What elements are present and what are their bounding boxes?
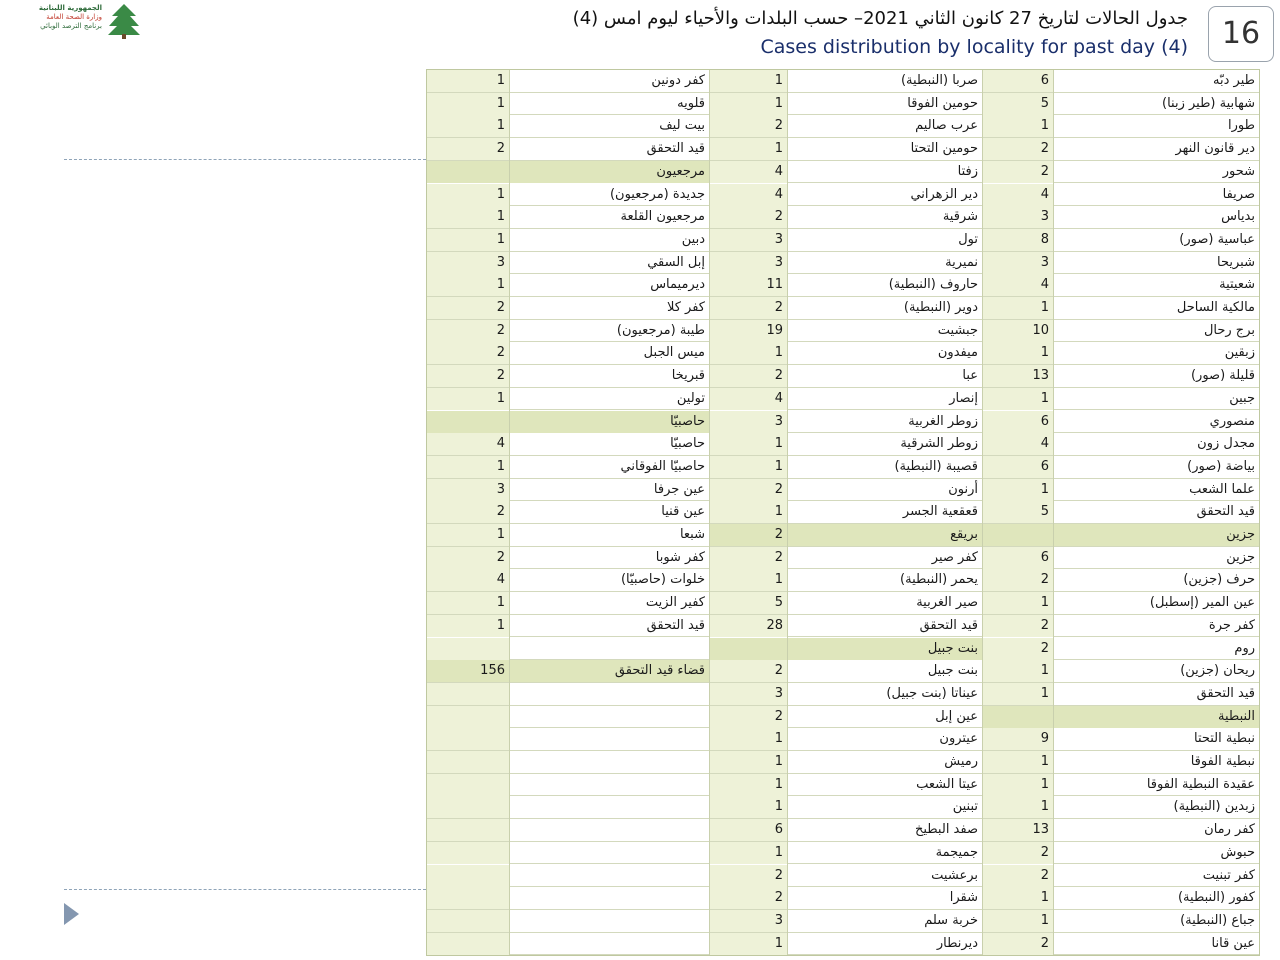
case-count — [427, 774, 509, 796]
case-count: 2 — [982, 569, 1053, 591]
locality-name: حاصبيّا — [670, 436, 705, 452]
case-count: 1 — [427, 93, 509, 115]
locality-name: قيد التحقق — [1196, 504, 1255, 520]
locality-name: يحمر (النبطية) — [900, 572, 978, 588]
case-count: 1 — [709, 728, 787, 750]
table-row — [427, 433, 1259, 456]
case-count — [427, 411, 509, 433]
locality-name: شبريحا — [1217, 254, 1255, 270]
table-row — [427, 910, 1259, 933]
locality-name: حرف (جزين) — [1183, 572, 1255, 588]
case-count: 1 — [709, 751, 787, 773]
table-row — [427, 184, 1259, 207]
locality-name — [509, 910, 709, 932]
case-count: 156 — [427, 660, 509, 682]
locality-name: عباسية (صور) — [1179, 231, 1255, 247]
locality-name: أرنون — [948, 481, 978, 497]
case-count: 2 — [982, 615, 1053, 637]
locality-name: قليلة (صور) — [1190, 368, 1255, 384]
locality-name — [509, 751, 709, 773]
case-count: 13 — [982, 365, 1053, 387]
case-count: 1 — [982, 683, 1053, 705]
case-count: 6 — [982, 456, 1053, 478]
locality-name: حبوش — [1220, 844, 1255, 860]
case-count: 2 — [982, 933, 1053, 955]
case-count: 5 — [709, 592, 787, 614]
table-row — [427, 819, 1259, 842]
case-count: 1 — [982, 910, 1053, 932]
column-divider — [509, 70, 510, 955]
case-count: 1 — [427, 274, 509, 296]
locality-name: جبين — [1229, 390, 1255, 406]
locality-name — [509, 933, 709, 955]
cedar-icon — [106, 2, 142, 40]
table-row — [427, 774, 1259, 797]
case-count: 3 — [709, 411, 787, 433]
case-count: 2 — [709, 365, 787, 387]
case-count: 10 — [982, 320, 1053, 342]
table-row — [427, 161, 1259, 184]
table-row — [427, 501, 1259, 524]
locality-name: شهابية (طير زبنا) — [1162, 95, 1255, 111]
case-count: 1 — [427, 615, 509, 637]
locality-name: كفر شوبا — [655, 549, 705, 565]
case-count: 3 — [427, 252, 509, 274]
locality-name: بنت جبيل — [927, 663, 978, 679]
case-count — [427, 865, 509, 887]
case-count: 5 — [982, 501, 1053, 523]
case-count — [427, 933, 509, 955]
locality-name: كفر رمان — [1204, 822, 1255, 838]
case-count — [427, 796, 509, 818]
table-row — [427, 933, 1259, 956]
table-row — [427, 887, 1259, 910]
locality-name — [509, 774, 709, 796]
table-row — [427, 479, 1259, 502]
locality-name: قضاء قيد التحقق — [509, 660, 709, 682]
case-count: 2 — [982, 638, 1053, 660]
locality-name: شرقية — [942, 209, 978, 225]
play-icon[interactable] — [64, 903, 79, 925]
case-count: 4 — [709, 184, 787, 206]
case-count: 2 — [709, 547, 787, 569]
page-number: 16 — [1208, 6, 1274, 62]
locality-name: علما الشعب — [1189, 481, 1255, 497]
case-count: 2 — [709, 115, 787, 137]
locality-name: دبين — [681, 231, 705, 247]
case-count: 1 — [427, 70, 509, 92]
case-count — [982, 524, 1053, 546]
locality-name — [509, 796, 709, 818]
case-count: 2 — [709, 206, 787, 228]
case-count: 6 — [982, 547, 1053, 569]
case-count — [427, 842, 509, 864]
locality-name: رميش — [944, 754, 978, 769]
case-count: 1 — [709, 456, 787, 478]
locality-name: ميفدون — [937, 345, 978, 361]
table-row — [427, 615, 1259, 638]
case-count: 1 — [427, 184, 509, 206]
locality-name: قصيبة (النبطية) — [894, 458, 978, 474]
logo-line-program: برنامج الترصد الوبائي — [40, 22, 102, 30]
locality-name: جميجمة — [935, 844, 978, 860]
column-divider — [1053, 70, 1054, 955]
table-row — [427, 93, 1259, 116]
locality-name: تولين — [676, 390, 705, 406]
locality-name — [509, 706, 709, 728]
case-count: 2 — [427, 501, 509, 523]
locality-name: خلوات (حاصبيّا) — [620, 572, 705, 588]
locality-name: طير دبّه — [1213, 73, 1255, 88]
case-count — [427, 706, 509, 728]
locality-name: عين قانا — [1211, 935, 1255, 951]
locality-name: عين قنيا — [661, 504, 705, 520]
locality-name — [509, 638, 709, 660]
locality-name — [509, 728, 709, 750]
locality-name: تبنين — [952, 799, 978, 815]
locality-name: برج رحال — [1203, 322, 1255, 338]
case-count: 2 — [982, 161, 1053, 183]
table-row — [427, 456, 1259, 479]
locality-name: عين إبل — [935, 708, 978, 724]
case-count: 11 — [709, 274, 787, 296]
case-count: 3 — [709, 229, 787, 251]
table-row — [427, 138, 1259, 161]
locality-name: زوطر الشرقية — [900, 436, 978, 452]
locality-name: مرجعيون القلعة — [620, 209, 705, 225]
logo-line-republic: الجمهورية اللبنانية — [38, 4, 102, 12]
case-count: 2 — [427, 547, 509, 569]
case-count: 4 — [982, 433, 1053, 455]
locality-name: قلويه — [677, 95, 705, 111]
cases-table — [426, 69, 1260, 956]
locality-name: صير الغربية — [916, 595, 978, 611]
locality-name: نبطية الفوقا — [1190, 754, 1255, 769]
locality-name: كفر دونين — [651, 73, 705, 88]
locality-name: عيترون — [939, 731, 978, 747]
table-row — [427, 706, 1259, 729]
case-count: 13 — [982, 819, 1053, 841]
locality-name: عين جرفا — [653, 481, 705, 497]
table-row — [427, 751, 1259, 774]
table-row — [427, 297, 1259, 320]
table-row — [427, 865, 1259, 888]
case-count — [427, 683, 509, 705]
locality-name: بدياس — [1221, 209, 1255, 225]
case-count: 4 — [427, 433, 509, 455]
case-count: 2 — [709, 865, 787, 887]
case-count: 1 — [709, 342, 787, 364]
table-row — [427, 592, 1259, 615]
table-row — [427, 70, 1259, 93]
locality-name: روم — [1234, 640, 1255, 656]
table-row — [427, 274, 1259, 297]
locality-name: النبطية — [1053, 706, 1259, 728]
case-count: 2 — [982, 138, 1053, 160]
case-count: 1 — [709, 433, 787, 455]
locality-name: زبدين (النبطية) — [1173, 799, 1255, 815]
case-count — [427, 819, 509, 841]
locality-name: طيبة (مرجعيون) — [616, 322, 705, 338]
locality-name: عين المير (إسطبل) — [1149, 595, 1255, 611]
case-count: 1 — [982, 297, 1053, 319]
ministry-logo — [8, 2, 140, 42]
locality-name: قيد التحقق — [646, 617, 705, 633]
locality-name: ديرميماس — [650, 277, 705, 293]
locality-name: جباع (النبطية) — [1180, 912, 1255, 928]
locality-name — [509, 842, 709, 864]
locality-name: كفير الزيت — [645, 595, 705, 611]
case-count — [709, 638, 787, 660]
locality-name: برعشيت — [931, 867, 978, 883]
case-count — [982, 706, 1053, 728]
locality-name: بيت ليف — [659, 118, 705, 134]
case-count — [427, 751, 509, 773]
case-count: 3 — [709, 683, 787, 705]
case-count: 1 — [427, 115, 509, 137]
locality-name: شعيتية — [1219, 277, 1255, 293]
locality-name: صريفا — [1222, 186, 1255, 202]
case-count: 2 — [982, 842, 1053, 864]
locality-name: دير قانون النهر — [1175, 141, 1255, 157]
locality-name: شبعا — [679, 527, 705, 542]
column-divider — [787, 70, 788, 955]
locality-name: حاصبيّا الفوقاني — [620, 458, 705, 474]
dashed-divider-bottom — [64, 889, 426, 890]
locality-name: عرب صاليم — [915, 118, 978, 134]
locality-name: إبل السقي — [647, 254, 705, 270]
case-count: 9 — [982, 728, 1053, 750]
table-row — [427, 365, 1259, 388]
case-count: 2 — [709, 706, 787, 728]
locality-name: بياضة (صور) — [1187, 458, 1255, 474]
table-row — [427, 547, 1259, 570]
locality-name: مالكية الساحل — [1176, 300, 1255, 315]
locality-name: جبشيت — [937, 322, 978, 338]
locality-name: نبطية التحتا — [1193, 731, 1255, 747]
table-row — [427, 252, 1259, 275]
table-row — [427, 660, 1259, 683]
table-row — [427, 524, 1259, 547]
case-count — [427, 887, 509, 909]
locality-name: ميس الجبل — [643, 345, 705, 361]
case-count: 6 — [982, 70, 1053, 92]
locality-name: جديدة (مرجعيون) — [609, 186, 705, 202]
locality-name: طورا — [1228, 118, 1255, 134]
case-count: 1 — [709, 501, 787, 523]
table-row — [427, 229, 1259, 252]
case-count: 4 — [709, 161, 787, 183]
case-count: 2 — [709, 297, 787, 319]
table-row — [427, 638, 1259, 661]
locality-name: تول — [958, 231, 978, 247]
case-count: 2 — [427, 365, 509, 387]
case-count: 2 — [709, 524, 787, 546]
case-count: 1 — [427, 592, 509, 614]
case-count: 2 — [709, 887, 787, 909]
locality-name: حاصبيّا — [509, 411, 709, 433]
case-count: 1 — [982, 115, 1053, 137]
locality-name: دوير (النبطية) — [903, 300, 978, 315]
locality-name: قيد التحقق — [919, 617, 978, 633]
locality-name: شحور — [1222, 163, 1255, 179]
case-count: 1 — [982, 796, 1053, 818]
locality-name: حومين الفوقا — [907, 95, 978, 111]
case-count: 1 — [982, 887, 1053, 909]
case-count: 2 — [427, 138, 509, 160]
case-count — [427, 728, 509, 750]
case-count: 1 — [427, 524, 509, 546]
locality-name: كفر كلا — [666, 300, 705, 315]
table-row — [427, 206, 1259, 229]
table-row — [427, 320, 1259, 343]
locality-name: إنصار — [949, 390, 978, 406]
locality-name: حومين التحتا — [910, 141, 978, 157]
dashed-divider-top — [64, 159, 426, 160]
case-count: 4 — [427, 569, 509, 591]
locality-name — [509, 683, 709, 705]
locality-name: جزين — [1226, 549, 1255, 565]
locality-name: قبريخا — [671, 368, 705, 384]
table-row — [427, 115, 1259, 138]
locality-name: عقيدة النبطية الفوقا — [1146, 776, 1255, 792]
locality-name: خربة سلم — [924, 912, 978, 928]
locality-name: منصوري — [1209, 413, 1255, 429]
locality-name: قعقعية الجسر — [902, 504, 978, 520]
case-count: 1 — [982, 592, 1053, 614]
case-count: 6 — [709, 819, 787, 841]
case-count: 1 — [709, 842, 787, 864]
locality-name: كفر صير — [931, 549, 978, 565]
case-count: 1 — [982, 774, 1053, 796]
case-count: 6 — [982, 411, 1053, 433]
title-arabic: جدول الحالات لتاريخ 27 كانون الثاني 2021– حسب البلدات والأحياء ليوم امس (4) — [572, 8, 1188, 29]
locality-name: دير الزهراني — [910, 186, 978, 202]
case-count: 19 — [709, 320, 787, 342]
case-count: 1 — [982, 342, 1053, 364]
case-count: 2 — [709, 660, 787, 682]
locality-name — [509, 887, 709, 909]
case-count — [427, 161, 509, 183]
case-count: 2 — [427, 297, 509, 319]
case-count — [427, 910, 509, 932]
locality-name: قيد التحقق — [646, 141, 705, 157]
locality-name: صربا (النبطية) — [900, 73, 978, 88]
locality-name: قيد التحقق — [1196, 685, 1255, 701]
locality-name: كفر تبنيت — [1202, 867, 1255, 883]
case-count: 3 — [982, 252, 1053, 274]
locality-name: صفد البطيخ — [914, 822, 978, 838]
locality-name: عبا — [962, 368, 978, 384]
case-count: 1 — [709, 138, 787, 160]
case-count: 1 — [427, 456, 509, 478]
case-count: 1 — [709, 569, 787, 591]
locality-name: نميرية — [945, 254, 978, 270]
case-count: 3 — [982, 206, 1053, 228]
table-row — [427, 569, 1259, 592]
logo-text — [8, 4, 102, 31]
column-divider — [709, 70, 710, 955]
title-english: Cases distribution by locality for past day (4) — [760, 36, 1188, 58]
table-row — [427, 388, 1259, 411]
locality-name: ريحان (جزين) — [1180, 663, 1255, 679]
logo-line-ministry: وزارة الصحة العامة — [46, 13, 102, 21]
case-count: 1 — [982, 388, 1053, 410]
case-count: 1 — [709, 93, 787, 115]
case-count: 3 — [427, 479, 509, 501]
locality-name: بريقع — [787, 524, 982, 546]
case-count: 1 — [709, 70, 787, 92]
table-row — [427, 683, 1259, 706]
locality-name — [509, 819, 709, 841]
locality-name: زبقين — [1224, 345, 1255, 361]
case-count: 4 — [982, 274, 1053, 296]
case-count: 1 — [709, 774, 787, 796]
locality-name: مرجعيون — [509, 161, 709, 183]
locality-name: ديرنطار — [936, 935, 978, 951]
case-count: 1 — [427, 229, 509, 251]
case-count: 1 — [982, 751, 1053, 773]
table-row — [427, 342, 1259, 365]
locality-name: عيتا الشعب — [916, 776, 978, 792]
case-count: 3 — [709, 910, 787, 932]
case-count: 2 — [427, 320, 509, 342]
case-count: 4 — [709, 388, 787, 410]
locality-name: مجدل زون — [1197, 436, 1255, 452]
case-count: 28 — [709, 615, 787, 637]
case-count — [427, 638, 509, 660]
case-count: 5 — [982, 93, 1053, 115]
locality-name: كفور (النبطية) — [1177, 890, 1255, 906]
case-count: 2 — [709, 479, 787, 501]
case-count: 1 — [709, 933, 787, 955]
table-row — [427, 411, 1259, 434]
locality-name — [509, 865, 709, 887]
locality-name: بنت جبيل — [787, 638, 982, 660]
locality-name: عيناتا (بنت جبيل) — [886, 685, 978, 701]
case-count: 1 — [427, 388, 509, 410]
locality-name: كفر جرة — [1208, 617, 1255, 633]
case-count: 1 — [427, 206, 509, 228]
locality-name: زفتا — [957, 163, 978, 179]
locality-name: زوطر الغربية — [908, 413, 978, 429]
locality-name: حاروف (النبطية) — [888, 277, 978, 293]
case-count: 1 — [982, 660, 1053, 682]
case-count: 1 — [709, 796, 787, 818]
case-count: 4 — [982, 184, 1053, 206]
column-divider — [982, 70, 983, 955]
table-row — [427, 796, 1259, 819]
case-count: 3 — [709, 252, 787, 274]
case-count: 1 — [982, 479, 1053, 501]
case-count: 8 — [982, 229, 1053, 251]
case-count: 2 — [427, 342, 509, 364]
case-count: 2 — [982, 865, 1053, 887]
locality-name: جزين — [1053, 524, 1259, 546]
table-row — [427, 842, 1259, 865]
locality-name: شقرا — [949, 890, 978, 906]
table-row — [427, 728, 1259, 751]
